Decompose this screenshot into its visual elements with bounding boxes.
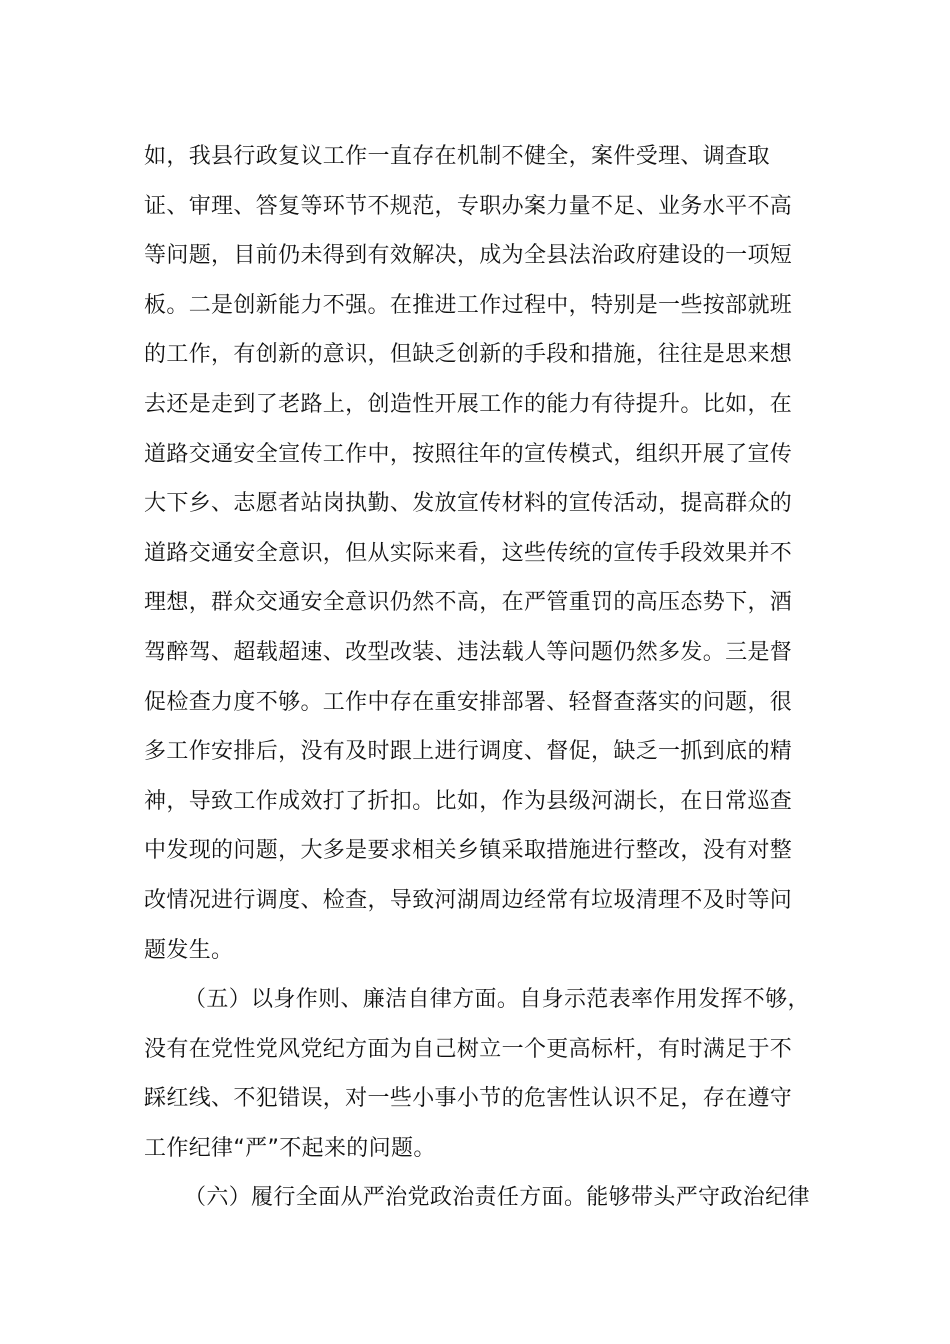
section-heading-six: （六）履行全面从严治党政治责任方面。能够带头严守政治纪律 [184,1185,810,1211]
text-line: 多工作安排后，没有及时跟上进行调度、督促，缺乏一抓到底的精 [144,739,793,765]
text-line: 踩红线、不犯错误，对一些小事小节的危害性认识不足，存在遵守 [144,1086,793,1112]
document-body [144,132,810,1223]
text-line: 大下乡、志愿者站岗执勤、发放宣传材料的宣传活动，提高群众的 [144,491,793,517]
text-line: 去还是走到了老路上，创造性开展工作的能力有待提升。比如，在 [144,391,793,417]
text-line: 如，我县行政复议工作一直存在机制不健全，案件受理、调查取 [144,144,770,169]
text-line: 题发生。 [144,937,234,963]
text-line: 改情况进行调度、检查，导致河湖周边经常有垃圾清理不及时等问 [144,887,793,913]
text-line: 没有在党性党风党纪方面为自己树立一个更高标杆，有时满足于不 [144,1036,793,1062]
text-line: 等问题，目前仍未得到有效解决，成为全县法治政府建设的一项短 [144,243,793,269]
text-line: 驾醉驾、超载超速、改型改装、违法载人等问题仍然多发。三是督 [144,639,793,665]
section-heading-five: （五）以身作则、廉洁自律方面。自身示范表率作用发挥不够， [184,987,810,1013]
text-line: 中发现的问题，大多是要求相关乡镇采取措施进行整改，没有对整 [144,838,793,864]
text-line: 道路交通安全宣传工作中，按照往年的宣传模式，组织开展了宣传 [144,441,793,467]
text-line: 道路交通安全意识，但从实际来看，这些传统的宣传手段效果并不 [144,540,793,566]
text-line: 促检查力度不够。工作中存在重安排部署、轻督查落实的问题，很 [144,689,793,715]
text-line: 证、审理、答复等环节不规范，专职办案力量不足、业务水平不高 [144,193,793,219]
text-line: 神，导致工作成效打了折扣。比如，作为县级河湖长，在日常巡查 [144,788,793,814]
text-line: 的工作，有创新的意识，但缺乏创新的手段和措施，往往是思来想 [144,342,793,368]
text-line: 板。二是创新能力不强。在推进工作过程中，特别是一些按部就班 [144,292,793,318]
text-line: 工作纪律“严”不起来的问题。 [144,1135,436,1161]
text-line: 理想，群众交通安全意识仍然不高，在严管重罚的高压态势下，酒 [144,590,793,616]
